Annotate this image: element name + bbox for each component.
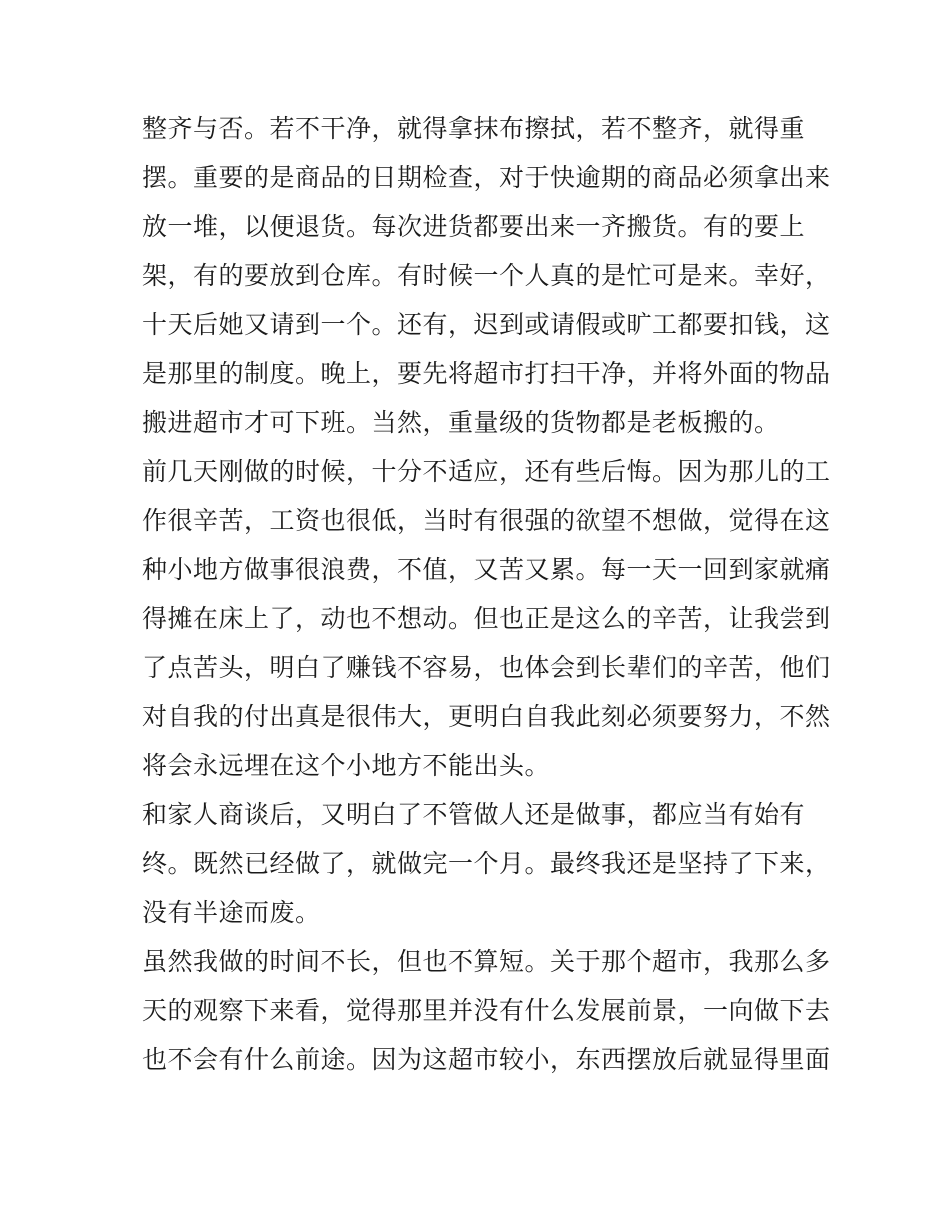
text-line: 前几天刚做的时候，十分不适应，还有些后悔。因为那儿的工 (142, 457, 831, 486)
text-line: 放一堆，以便退货。每次进货都要出来一齐搬货。有的要上 (142, 212, 806, 241)
text-line: 将会永远埋在这个小地方不能出头。 (142, 751, 551, 780)
text-line: 整齐与否。若不干净，就得拿抹布擦拭，若不整齐，就得重 (142, 114, 806, 143)
text-line: 天的观察下来看，觉得那里并没有什么发展前景，一向做下去 (142, 996, 831, 1025)
text-line: 也不会有什么前途。因为这超市较小，东西摆放后就显得里面 (142, 1045, 831, 1074)
text-line: 摆。重要的是商品的日期检查，对于快逾期的商品必须拿出来 (142, 163, 831, 192)
text-line: 种小地方做事很浪费，不值，又苦又累。每一天一回到家就痛 (142, 555, 831, 584)
text-line: 作很辛苦，工资也很低，当时有很强的欲望不想做，觉得在这 (142, 506, 831, 535)
text-line: 终。既然已经做了，就做完一个月。最终我还是坚持了下来， (142, 849, 831, 878)
text-line: 是那里的制度。晚上，要先将超市打扫干净，并将外面的物品 (142, 359, 831, 388)
text-line: 对自我的付出真是很伟大，更明白自我此刻必须要努力，不然 (142, 702, 831, 731)
text-line: 虽然我做的时间不长，但也不算短。关于那个超市，我那么多 (142, 947, 831, 976)
text-line: 没有半途而废。 (142, 898, 321, 927)
text-line: 了点苦头，明白了赚钱不容易，也体会到长辈们的辛苦，他们 (142, 653, 831, 682)
document-body (142, 104, 831, 1084)
text-line: 和家人商谈后，又明白了不管做人还是做事，都应当有始有 (142, 800, 806, 829)
text-line: 架，有的要放到仓库。有时候一个人真的是忙可是来。幸好， (142, 261, 831, 290)
text-line: 十天后她又请到一个。还有，迟到或请假或旷工都要扣钱，这 (142, 310, 831, 339)
text-line: 搬进超市才可下班。当然，重量级的货物都是老板搬的。 (142, 408, 780, 437)
text-line: 得摊在床上了，动也不想动。但也正是这么的辛苦，让我尝到 (142, 604, 831, 633)
